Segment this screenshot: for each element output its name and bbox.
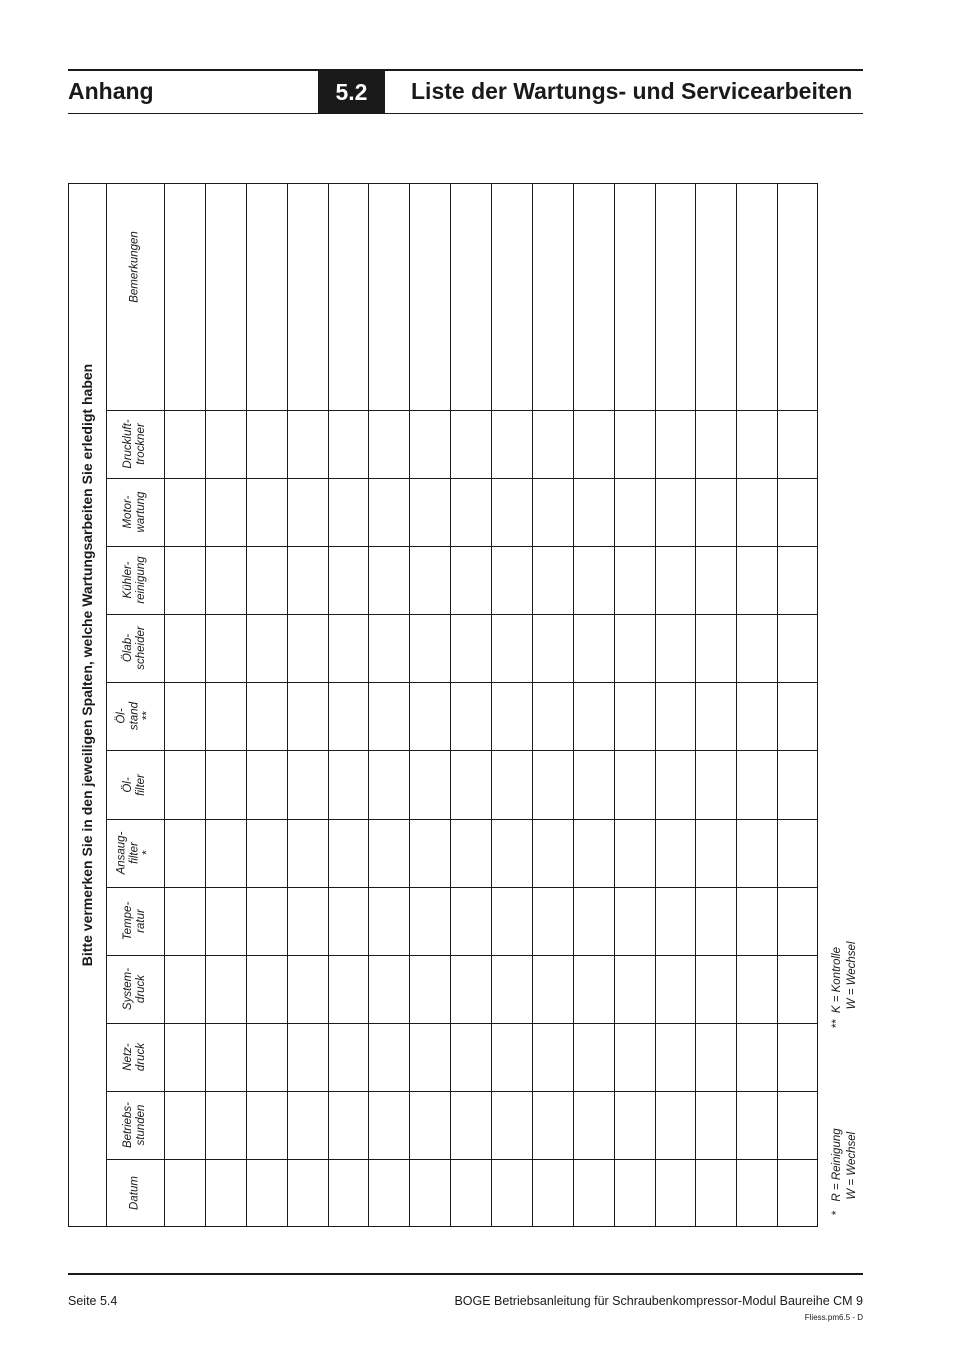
section-title: Liste der Wartungs- und Servicearbeiten — [411, 78, 853, 104]
chapter-title: Anhang — [68, 78, 154, 104]
column-label: Datum — [128, 1176, 141, 1210]
column-label: Druckluft- trockner — [122, 419, 147, 469]
footer-rule — [68, 1273, 863, 1275]
column-label: Bemerkungen — [128, 231, 141, 303]
section-number: 5.2 — [318, 71, 385, 114]
column-label: System- druck — [122, 967, 147, 1011]
page-number: Seite 5.4 — [68, 1294, 118, 1308]
table-grid — [68, 183, 818, 1227]
header-top-rule — [68, 69, 863, 71]
legend-kontrolle: ** K = Kontrolle W = Wechsel — [831, 941, 858, 1029]
table-border — [69, 184, 818, 1227]
file-name: Fliess.pm6.5 - D — [804, 1313, 863, 1322]
column-label: Motor- wartung — [122, 491, 147, 533]
column-label: Öl- filter — [122, 773, 147, 796]
maintenance-log-table — [68, 183, 818, 1227]
column-label: Tempe- ratur — [122, 901, 147, 941]
document-title: BOGE Betriebsanleitung für Schraubenkompressor-Modul Baureihe CM 9 — [454, 1294, 863, 1308]
column-label: Öl- stand ** — [115, 701, 154, 731]
column-label: Kühler- reinigung — [122, 556, 147, 604]
column-label: Ölab- scheider — [122, 626, 147, 670]
table-instruction: Bitte vermerken Sie in den jeweiligen Spalten, welche Wartungsarbeiten Sie erledigt haben — [79, 363, 95, 967]
column-label: Betriebs- stunden — [122, 1101, 147, 1149]
header-bottom-rule — [68, 113, 863, 114]
column-label: Ansaug- filter * — [115, 831, 154, 875]
column-label: Netz- druck — [122, 1042, 147, 1072]
legend-reinigung: * R = Reinigung W = Wechsel — [831, 1128, 858, 1216]
